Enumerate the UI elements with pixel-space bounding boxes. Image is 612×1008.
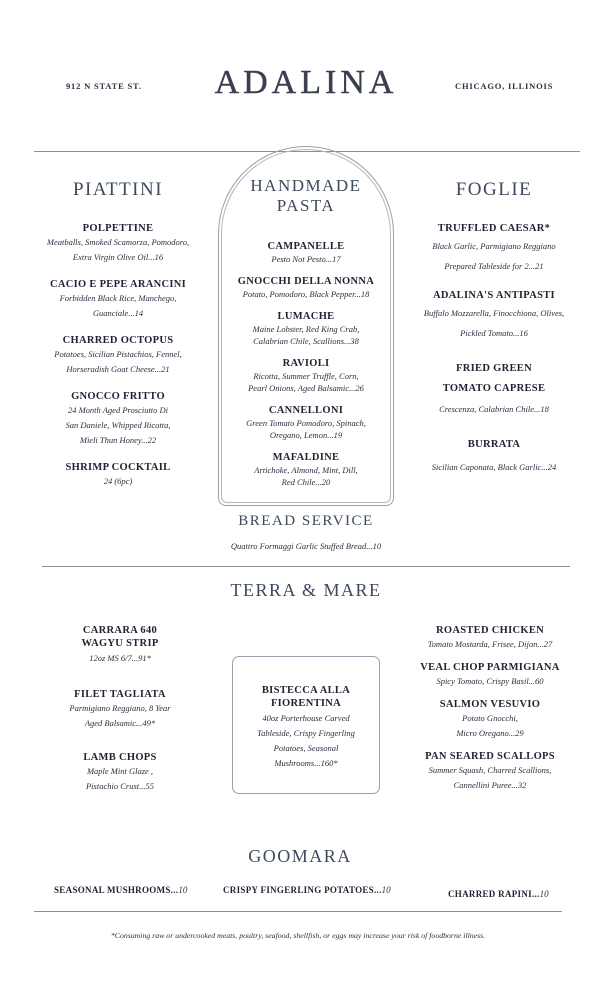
restaurant-logo: ADALINA bbox=[214, 64, 398, 101]
item-name: FILET TAGLIATA bbox=[74, 689, 166, 700]
menu-item bbox=[224, 451, 388, 488]
menu-item bbox=[400, 750, 580, 793]
menu-item bbox=[20, 461, 216, 489]
featured-item bbox=[232, 684, 380, 771]
item-desc: Spicy Tomato, Crispy Basil...60 bbox=[436, 676, 544, 686]
item-desc: Potatoes, Seasonal bbox=[273, 743, 339, 753]
menu-item bbox=[396, 359, 592, 419]
menu-item bbox=[400, 698, 580, 741]
menu-item bbox=[20, 222, 216, 265]
section-title-foglie: FOGLIE bbox=[455, 179, 533, 200]
item-name: FRIED GREEN bbox=[456, 363, 532, 374]
section-title-goomara: GOOMARA bbox=[248, 846, 352, 866]
side-item-price: 10 bbox=[539, 889, 549, 899]
item-name: CARRARA 640 bbox=[82, 625, 158, 636]
side-item-price: 10 bbox=[381, 885, 391, 895]
section-title-piattini: PIATTINI bbox=[72, 179, 164, 200]
city: CHICAGO, ILLINOIS bbox=[455, 81, 554, 91]
item-name: TRUFFLED CAESAR* bbox=[437, 223, 551, 234]
item-name: ADALINA'S ANTIPASTI bbox=[433, 290, 555, 301]
item-name: BISTECCA ALLA bbox=[261, 685, 351, 696]
menu-item bbox=[20, 390, 216, 448]
pasta-title-line2: PASTA bbox=[276, 196, 336, 215]
side-item bbox=[448, 882, 549, 902]
item-name: BURRATA bbox=[467, 439, 521, 450]
item-desc: Maine Lobster, Red King Crab, bbox=[252, 324, 360, 334]
item-desc: Mieli Thun Honey...22 bbox=[79, 435, 157, 445]
item-desc: Potato Gnocchi, bbox=[462, 713, 518, 723]
item-desc: Maple Mint Glaze , bbox=[86, 766, 154, 776]
item-desc: Sicilian Caponata, Black Garlic...24 bbox=[431, 462, 557, 472]
item-name: GNOCCO FRITTO bbox=[71, 391, 165, 402]
item-name: SALMON VESUVIO bbox=[439, 699, 541, 710]
item-desc: Micro Oregano...29 bbox=[456, 728, 524, 738]
item-desc: Black Garlic, Parmigiano Reggiano bbox=[432, 241, 556, 251]
menu-item bbox=[224, 240, 388, 265]
item-desc: Forbidden Black Rice, Manchego, bbox=[59, 293, 177, 303]
item-desc: Prepared Tableside for 2...21 bbox=[444, 261, 544, 271]
item-name: POLPETTINE bbox=[82, 223, 154, 234]
pasta-list bbox=[224, 240, 388, 488]
menu-item bbox=[396, 438, 592, 477]
item-desc: Ricotta, Summer Truffle, Corn, bbox=[253, 371, 359, 381]
footer-divider bbox=[34, 911, 562, 912]
item-desc: Cannellini Puree...32 bbox=[453, 780, 527, 790]
menu-item bbox=[40, 624, 200, 666]
item-name: GNOCCHI DELLA NONNA bbox=[237, 276, 375, 287]
address: 912 N STATE ST. bbox=[66, 81, 142, 91]
menu-item bbox=[20, 334, 216, 377]
item-name: LAMB CHOPS bbox=[83, 752, 157, 763]
item-desc: Crescenza, Calabrian Chile...18 bbox=[439, 404, 549, 414]
item-name: VEAL CHOP PARMIGIANA bbox=[420, 662, 560, 673]
item-desc: 24 Month Aged Prosciutto Di bbox=[67, 405, 169, 415]
item-desc: Red Chile...20 bbox=[281, 477, 331, 487]
item-desc: Parmigiano Reggiano, 8 Year bbox=[69, 703, 171, 713]
terra-left-list bbox=[40, 624, 200, 794]
foglie-list bbox=[396, 222, 592, 477]
item-name: CANNELLONI bbox=[268, 405, 344, 416]
menu-item bbox=[20, 278, 216, 321]
item-desc: 12oz MS 6/7...91* bbox=[89, 653, 151, 663]
item-name: CAMPANELLE bbox=[267, 241, 345, 252]
menu-item bbox=[224, 357, 388, 394]
item-desc: Extra Virgin Olive Oil...16 bbox=[72, 252, 164, 262]
menu-item bbox=[396, 222, 592, 276]
item-desc: 24 (6pc) bbox=[103, 476, 133, 486]
item-desc: Summer Squash, Charred Scallions, bbox=[428, 765, 552, 775]
pasta-title-line1: HANDMADE bbox=[250, 176, 362, 195]
side-item bbox=[223, 878, 391, 898]
item-desc: Pickled Tomato...16 bbox=[460, 328, 528, 338]
menu-item bbox=[40, 688, 200, 731]
item-desc: Oregano, Lemon...19 bbox=[269, 430, 343, 440]
item-name: CACIO E PEPE ARANCINI bbox=[49, 279, 187, 290]
item-desc: Artichoke, Almond, Mint, Dill, bbox=[254, 465, 358, 475]
menu-item bbox=[396, 289, 592, 343]
menu-item bbox=[224, 275, 388, 300]
menu-item bbox=[400, 624, 580, 652]
item-name: PAN SEARED SCALLOPS bbox=[425, 751, 555, 762]
item-name: ROASTED CHICKEN bbox=[435, 625, 545, 636]
section-title-bread: BREAD SERVICE bbox=[238, 513, 374, 529]
item-desc: Pistachio Crust...55 bbox=[85, 781, 154, 791]
item-desc: Horseradish Goat Cheese...21 bbox=[66, 364, 170, 374]
item-name: WAGYU STRIP bbox=[81, 638, 159, 649]
item-desc: Calabrian Chile, Scallions...38 bbox=[253, 336, 359, 346]
side-item bbox=[54, 878, 187, 898]
side-item-price: 10 bbox=[178, 885, 188, 895]
item-desc: Guanciale...14 bbox=[92, 308, 144, 318]
terra-right-list bbox=[400, 624, 580, 793]
menu-item bbox=[224, 310, 388, 347]
item-desc: Pesto Not Pesto...17 bbox=[271, 254, 341, 264]
side-item-name: CHARRED RAPINI... bbox=[448, 889, 540, 899]
item-desc: Pearl Onions, Aged Balsamic...26 bbox=[248, 383, 364, 393]
item-desc: Potatoes, Sicilian Pistachios, Fennel, bbox=[54, 349, 182, 359]
section-title-pasta bbox=[221, 176, 391, 216]
item-name: FIORENTINA bbox=[270, 698, 342, 709]
menu-item bbox=[224, 404, 388, 441]
item-desc: Meatballs, Smoked Scamorza, Pomodoro, bbox=[46, 237, 190, 247]
item-name: LUMACHE bbox=[277, 311, 335, 322]
item-desc: Tomato Mostarda, Frisee, Dijon...27 bbox=[427, 639, 553, 649]
item-desc: 40oz Porterhouse Carved bbox=[262, 713, 350, 723]
item-desc: Green Tomato Pomodoro, Spinach, bbox=[246, 418, 366, 428]
bread-divider bbox=[42, 566, 570, 567]
footer-disclaimer: *Consuming raw or undercooked meats, poultry, seafood, shellfish, or eggs may increase your risk of foodborne illness. bbox=[110, 931, 486, 940]
item-name: SHRIMP COCKTAIL bbox=[65, 462, 171, 473]
piattini-list bbox=[20, 222, 216, 489]
section-title-terra: TERRA & MARE bbox=[230, 580, 382, 600]
item-desc: San Daniele, Whipped Ricotta, bbox=[65, 420, 171, 430]
side-item-name: SEASONAL MUSHROOMS... bbox=[54, 885, 179, 895]
item-desc: Mushrooms...160* bbox=[274, 758, 338, 768]
item-desc: Potato, Pomodoro, Black Pepper...18 bbox=[242, 289, 370, 299]
menu-item bbox=[400, 661, 580, 689]
item-name: CHARRED OCTOPUS bbox=[62, 335, 174, 346]
menu-item bbox=[40, 751, 200, 794]
item-name: RAVIOLI bbox=[282, 358, 330, 369]
side-item-name: CRISPY FINGERLING POTATOES... bbox=[223, 885, 382, 895]
item-desc: Tableside, Crispy Fingerling bbox=[257, 728, 355, 738]
item-name-line2: TOMATO CAPRESE bbox=[442, 383, 546, 394]
item-desc: Aged Balsamic...49* bbox=[84, 718, 156, 728]
item-desc: Buffalo Mozzarella, Finocchiona, Olives, bbox=[423, 308, 565, 318]
item-name: MAFALDINE bbox=[272, 452, 340, 463]
bread-desc: Quattro Formaggi Garlic Stuffed Bread...10 bbox=[230, 541, 382, 551]
